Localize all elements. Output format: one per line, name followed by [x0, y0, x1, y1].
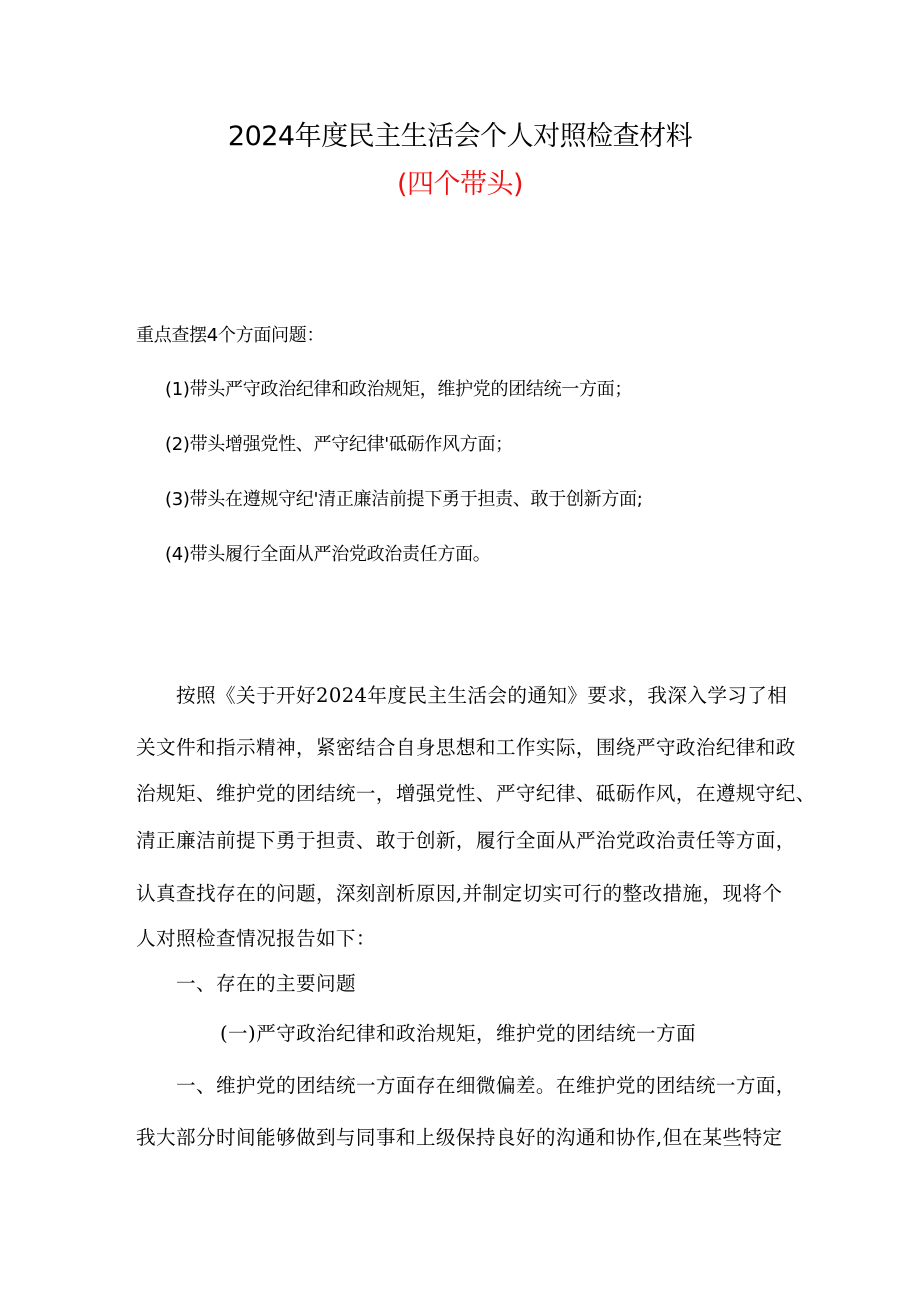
focus-item: (2)带头增强党性、严守纪律'砥砺作风方面； — [165, 434, 513, 455]
focus-item: (1)带头严守政治纪律和政治规矩，维护党的团结统一方面； — [165, 379, 633, 400]
paragraph-line: 我大部分时间能够做到与同事和上级保持良好的沟通和协作,但在某些特定 — [136, 1126, 783, 1149]
intro-line: 人对照检查情况报告如下： — [136, 927, 376, 950]
subsection-heading: (一)严守政治纪律和政治规矩，维护党的团结统一方面 — [220, 1022, 696, 1045]
intro-line: 认真查找存在的问题，深刻剖析原因,并制定切实可行的整改措施，现将个 — [136, 882, 783, 905]
focus-heading: 重点查摆4个方面问题： — [136, 325, 325, 346]
focus-item: (3)带头在遵规守纪'清正廉洁前提下勇于担责、敢于创新方面; — [165, 489, 643, 510]
paragraph-line: 一、维护党的团结统一方面存在细微偏差。在维护党的团结统一方面， — [176, 1074, 796, 1097]
intro-line: 治规矩、维护党的团结统一，增强党性、严守纪律、砥砺作风，在遵规守纪、 — [136, 782, 816, 805]
intro-line: 按照《关于开好2024年度民主生活会的通知》要求，我深入学习了相 — [176, 684, 788, 707]
intro-line: 清正廉洁前提下勇于担责、敢于创新，履行全面从严治党政治责任等方面， — [136, 829, 796, 852]
intro-line: 关文件和指示精神，紧密结合自身思想和工作实际，围绕严守政治纪律和政 — [136, 736, 796, 759]
document-subtitle: (四个带头) — [396, 169, 524, 200]
document-title: 2024年度民主生活会个人对照检查材料 — [227, 121, 693, 152]
section-heading: 一、存在的主要问题 — [176, 972, 356, 995]
focus-item: (4)带头履行全面从严治党政治责任方面。 — [165, 544, 491, 565]
